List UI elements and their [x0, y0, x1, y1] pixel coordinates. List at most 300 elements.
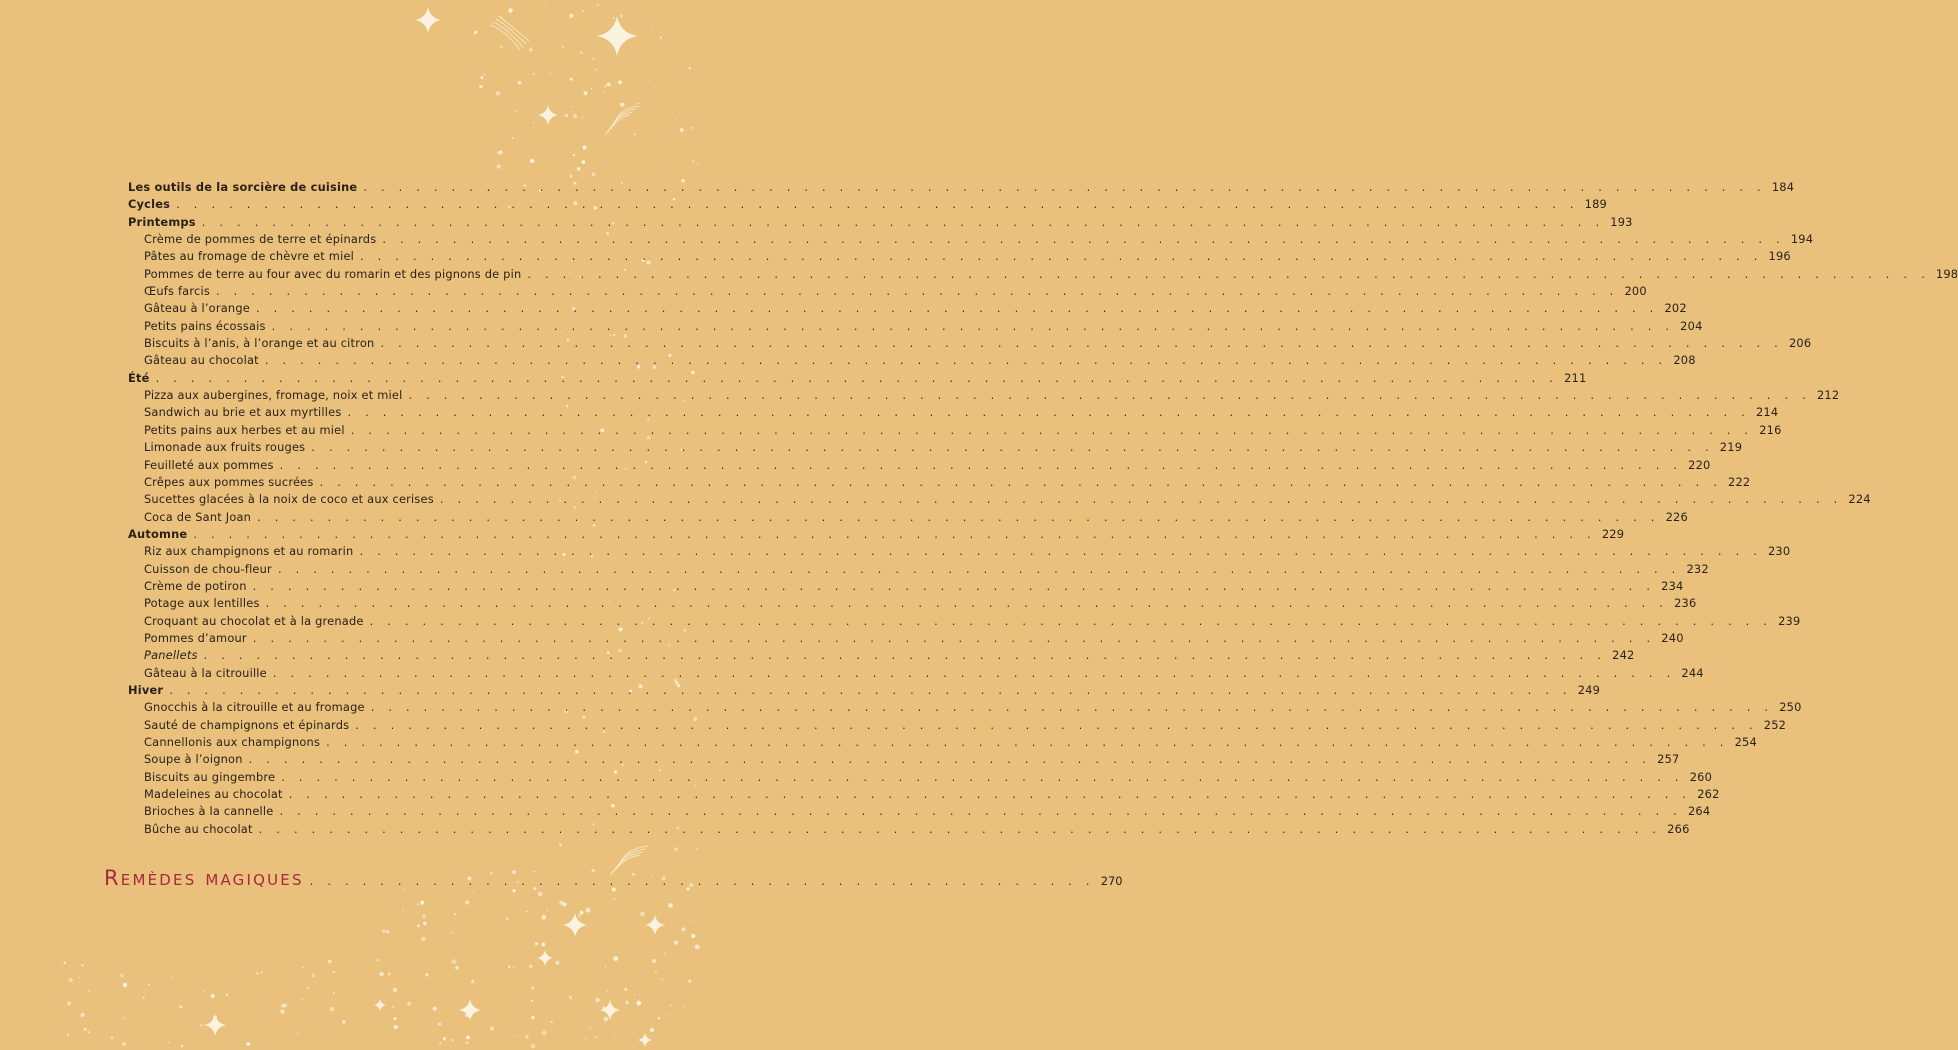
speckle-dot — [614, 1037, 615, 1038]
speckle-dot — [570, 78, 573, 81]
toc-entry-row — [128, 283, 1647, 300]
speckle-dot — [62, 977, 63, 978]
toc-entry-row — [128, 613, 1801, 630]
toc-page-number: 184 — [1771, 180, 1795, 194]
toc-entry-row — [128, 335, 1812, 352]
speckle-dot — [586, 908, 591, 913]
speckle-dot — [499, 150, 502, 153]
toc-entry-row — [128, 509, 1688, 526]
speckle-dot — [87, 1031, 89, 1033]
speckle-dot — [517, 1035, 519, 1037]
toc-entry-row — [128, 474, 1751, 491]
dot-leader: . . . . . . . . . . . . . . . . . . . . . . . . . . . . . . . . . . . . . . . . . . . . . . . . . . . . . . . . . . . . . . . . . . . . . . . . . . . . . . . . — [347, 405, 1750, 420]
toc-page-number: 220 — [1688, 457, 1711, 472]
speckle-dot — [592, 172, 596, 176]
dot-leader: . . . . . . . . . . . . . . . . . . . . . . . . . . . . . . . . . . . . . . . . . . . . . . . . . . . . . . . . . . . . . . . . . . . . . . . . . . . . . . . . — [281, 769, 1684, 784]
toc-page-number: 240 — [1661, 630, 1684, 645]
speckle-dot — [508, 966, 510, 968]
speckle-dot — [393, 988, 397, 992]
toc-entry-title: Pommes d’amour — [144, 630, 247, 645]
speckle-dot — [690, 107, 691, 108]
toc-section-row — [128, 196, 1607, 213]
toc-entry-row — [128, 751, 1680, 768]
toc-entry-row — [128, 734, 1757, 751]
speckle-dot — [407, 1002, 411, 1006]
dot-leader: . . . . . . . . . . . . . . . . . . . . . . . . . . . . . . . . . . . . . . . . . . . . . — [309, 874, 1095, 888]
toc-entry-row — [128, 387, 1840, 404]
toc-entry-row — [128, 404, 1779, 421]
section-remedes-magiques — [104, 866, 1123, 890]
toc-entry-row — [128, 717, 1787, 734]
speckle-dot — [582, 160, 586, 164]
dot-leader: . . . . . . . . . . . . . . . . . . . . . . . . . . . . . . . . . . . . . . . . . . . . . . . . . . . . . . . . . . . . . . . . . . . . . . . . . . . . . . . . — [193, 526, 1596, 541]
toc-entry-title: Sandwich au brie et aux myrtilles — [144, 405, 342, 420]
speckle-dot — [111, 1037, 114, 1040]
dot-leader: . . . . . . . . . . . . . . . . . . . . . . . . . . . . . . . . . . . . . . . . . . . . . . . . . . . . . . . . . . . . . . . . . . . . . . . . . . . . . . . . — [382, 232, 1785, 247]
toc-entry-title: Croquant au chocolat et à la grenade — [144, 613, 364, 628]
toc-entry-row — [128, 595, 1697, 612]
speckle-dot — [650, 1028, 654, 1032]
speckle-dot — [651, 165, 652, 166]
speckle-dot — [330, 1007, 334, 1011]
speckle-dot — [465, 900, 469, 904]
speckle-dot — [421, 937, 425, 941]
dot-leader: . . . . . . . . . . . . . . . . . . . . . . . . . . . . . . . . . . . . . . . . . . . . . . . . . . . . . . . . . . . . . . . . . . . . . . . . . . . . . . . . — [271, 318, 1675, 333]
speckle-dot — [580, 51, 582, 53]
toc-entry-title: Petits pains écossais — [144, 318, 266, 333]
dot-leader: . . . . . . . . . . . . . . . . . . . . . . . . . . . . . . . . . . . . . . . . . . . . . . . . . . . . . . . . . . . . . . . . . . . . . . . . . . . . . . . . — [360, 249, 1763, 264]
speckle-dot — [674, 940, 678, 944]
toc-entry-title: Potage aux lentilles — [144, 596, 260, 611]
toc-entry-row — [128, 491, 1871, 508]
speckle-dot — [690, 921, 691, 922]
speckle-dot — [388, 973, 391, 976]
speckle-dot — [330, 1026, 331, 1027]
speckle-dot — [601, 858, 602, 859]
speckle-dot — [605, 85, 607, 87]
dot-leader: . . . . . . . . . . . . . . . . . . . . . . . . . . . . . . . . . . . . . . . . . . . . . . . . . . . . . . . . . . . . . . . . . . . . . . . . . . . . . . . . — [319, 474, 1723, 489]
speckle-dot — [301, 998, 303, 1000]
speckle-dot — [545, 5, 546, 6]
toc-entry-row — [128, 786, 1720, 803]
shooting-star-trail — [490, 25, 520, 50]
dot-leader: . . . . . . . . . . . . . . . . . . . . . . . . . . . . . . . . . . . . . . . . . . . . . . . . . . . . . . . . . . . . . . . . . . . . . . . . . . . . . . . . — [355, 717, 1758, 732]
speckle-dot — [213, 1016, 217, 1020]
speckle-dot — [614, 898, 616, 900]
toc-page-number: 236 — [1674, 596, 1697, 611]
speckle-dot — [512, 967, 514, 969]
speckle-dot — [604, 92, 605, 93]
speckle-dot — [669, 1013, 670, 1014]
dot-leader: . . . . . . . . . . . . . . . . . . . . . . . . . . . . . . . . . . . . . . . . . . . . . . . . . . . . . . . . . . . . . . . . . . . . . . . . . . . . . . . . — [326, 735, 1729, 749]
toc-page-number: 249 — [1577, 682, 1601, 697]
speckle-dot — [531, 1016, 534, 1019]
shooting-star-trail — [610, 855, 640, 875]
speckle-dot — [612, 887, 616, 891]
speckle-dot — [661, 979, 663, 981]
speckle-dot — [265, 1019, 266, 1020]
speckle-dot — [98, 979, 99, 980]
toc-entry-title: Pizza aux aubergines, fromage, noix et miel — [144, 388, 403, 403]
speckle-dot — [211, 994, 215, 998]
speckle-dot — [423, 922, 427, 926]
speckle-dot — [691, 901, 692, 902]
speckle-dot — [474, 31, 478, 35]
speckle-dot — [688, 980, 691, 983]
toc-section-row — [128, 682, 1601, 699]
speckle-dot — [496, 91, 500, 95]
speckle-dot — [595, 998, 600, 1003]
speckle-dot — [466, 1036, 470, 1040]
speckle-dot — [596, 4, 598, 6]
toc-entry-title: Cannellonis aux champignons — [144, 735, 321, 749]
toc-entry-title: Gâteau au chocolat — [144, 353, 259, 368]
toc-entry-title: Gâteau à l’orange — [144, 301, 250, 316]
dot-leader: . . . . . . . . . . . . . . . . . . . . . . . . . . . . . . . . . . . . . . . . . . . . . . . . . . . . . . . . . . . . . . . . . . . . . . . . . . . . . . . . — [311, 440, 1714, 455]
speckle-dot — [562, 46, 564, 48]
speckle-dot — [515, 110, 517, 112]
toc-page-number: 222 — [1728, 474, 1751, 489]
speckle-dot — [352, 1032, 353, 1033]
speckle-dot — [663, 952, 665, 954]
speckle-dot — [531, 1044, 536, 1049]
toc-page-number: 244 — [1681, 665, 1704, 680]
speckle-dot — [203, 991, 204, 992]
sparkle-star-icon — [459, 999, 481, 1021]
speckle-dot — [538, 892, 543, 897]
speckle-dot — [589, 1026, 591, 1028]
toc-entry-row — [128, 231, 1814, 248]
speckle-dot — [569, 996, 572, 999]
toc-entry-title: Limonade aux fruits rouges — [144, 440, 306, 455]
toc-entry-row — [128, 578, 1684, 595]
speckle-dot — [389, 1036, 390, 1037]
speckle-dot — [680, 128, 684, 132]
speckle-dot — [63, 961, 66, 964]
toc-page-number: 229 — [1601, 526, 1625, 541]
sparkle-star-icon — [374, 999, 386, 1011]
toc-entry-row — [128, 561, 1709, 578]
speckle-dot — [535, 942, 538, 945]
toc-entry-row — [128, 439, 1743, 456]
dot-leader: . . . . . . . . . . . . . . . . . . . . . . . . . . . . . . . . . . . . . . . . . . . . . . . . . . . . . . . . . . . . . . . . . . . . . . . . . . . . . . . . — [169, 682, 1572, 697]
speckle-dot — [620, 103, 624, 107]
speckle-dot — [624, 988, 627, 991]
speckle-dot — [525, 1035, 529, 1039]
dot-leader: . . . . . . . . . . . . . . . . . . . . . . . . . . . . . . . . . . . . . . . . . . . . . . . . . . . . . . . . . . . . . . . . . . . . . . . . . . . . . . . . — [363, 180, 1766, 194]
toc-page-number: 234 — [1661, 578, 1684, 593]
speckle-dot — [425, 973, 428, 976]
speckle-dot — [634, 994, 635, 995]
speckle-dot — [683, 1005, 684, 1006]
speckle-dot — [612, 17, 614, 19]
dot-leader: . . . . . . . . . . . . . . . . . . . . . . . . . . . . . . . . . . . . . . . . . . . . . . . . . . . . . . . . . . . . . . . . . . . . . . . . . . . . . . . . — [279, 457, 1683, 472]
speckle-dot — [123, 983, 127, 987]
toc-entry-title: Biscuits à l’anis, à l’orange et au citron — [144, 336, 375, 351]
speckle-dot — [695, 944, 700, 949]
speckle-dot — [454, 913, 456, 915]
speckle-dot — [577, 167, 580, 170]
toc-entry-title: Cuisson de chou-fleur — [144, 561, 272, 576]
speckle-dot — [143, 997, 145, 999]
dot-leader: . . . . . . . . . . . . . . . . . . . . . . . . . . . . . . . . . . . . . . . . . . . . . . . . . . . . . . . . . . . . . . . . . . . . . . . . . . . . . . . . — [203, 648, 1607, 663]
speckle-dot — [518, 81, 521, 84]
speckle-dot — [578, 914, 581, 917]
speckle-dot — [645, 978, 646, 979]
toc-entry-title: Automne — [128, 526, 188, 541]
speckle-dot — [261, 971, 263, 973]
toc-entry-title: Les outils de la sorcière de cuisine — [128, 180, 358, 194]
speckle-dot — [531, 987, 534, 990]
speckle-dot — [342, 1020, 345, 1023]
speckle-dot — [79, 977, 81, 979]
speckle-dot — [674, 847, 677, 850]
speckle-dot — [551, 1021, 553, 1023]
speckle-dot — [570, 175, 573, 178]
speckle-dot — [573, 114, 577, 118]
toc-entry-title: Crêpes aux pommes sucrées — [144, 474, 314, 489]
toc-page-number: 242 — [1612, 648, 1635, 663]
speckle-dot — [80, 1013, 84, 1017]
toc-entry-title: Panellets — [144, 648, 198, 663]
speckle-dot — [573, 154, 575, 156]
speckle-dot — [380, 972, 384, 976]
dot-leader: . . . . . . . . . . . . . . . . . . . . . . . . . . . . . . . . . . . . . . . . . . . . . . . . . . . . . . . . . . . . . . . . . . . . . . . . . . . . . . . . — [369, 613, 1773, 628]
toc-page-number: 254 — [1734, 735, 1757, 749]
speckle-dot — [565, 114, 568, 117]
dot-leader: . . . . . . . . . . . . . . . . . . . . . . . . . . . . . . . . . . . . . . . . . . . . . . . . . . . . . . . . . . . . . . . . . . . . . . . . . . . . . . . . — [264, 353, 1668, 368]
toc-entry-row — [128, 248, 1791, 265]
speckle-dot — [81, 964, 83, 966]
speckle-dot — [696, 163, 697, 164]
speckle-dot — [303, 967, 304, 968]
speckle-dot — [595, 69, 597, 71]
speckle-dot — [122, 1042, 126, 1046]
toc-page-number: 211 — [1564, 370, 1587, 385]
toc-page-number: 189 — [1584, 197, 1607, 212]
speckle-dot — [625, 1001, 629, 1005]
toc-entry-row — [128, 300, 1687, 317]
toc-section-row — [128, 526, 1625, 543]
speckle-dot — [670, 1005, 672, 1007]
speckle-dot — [555, 961, 559, 965]
toc-section-row — [128, 370, 1587, 387]
toc-page-number: 198 — [1935, 266, 1958, 281]
speckle-dot — [603, 1017, 608, 1022]
speckle-dot — [605, 966, 606, 967]
speckle-dot — [602, 1006, 605, 1009]
toc-page-number: 230 — [1767, 544, 1791, 559]
speckle-dot — [640, 911, 645, 916]
dot-leader: . . . . . . . . . . . . . . . . . . . . . . . . . . . . . . . . . . . . . . . . . . . . . . . . . . . . . . . . . . . . . . . . . . . . . . . . . . . . . . . . — [265, 596, 1669, 611]
toc-entry-title: Œufs farcis — [144, 284, 210, 299]
speckle-dot — [691, 934, 695, 938]
speckle-dot — [654, 86, 655, 87]
speckle-dot — [333, 971, 335, 973]
dot-leader: . . . . . . . . . . . . . . . . . . . . . . . . . . . . . . . . . . . . . . . . . . . . . . . . . . . . . . . . . . . . . . . . . . . . . . . . . . . . . . . . — [370, 700, 1774, 715]
speckle-dot — [596, 1036, 598, 1038]
toc-page-number: 212 — [1816, 388, 1840, 403]
speckle-dot — [433, 1007, 437, 1011]
speckle-dot — [607, 82, 611, 86]
speckle-dot — [284, 1004, 287, 1007]
speckle-dot — [526, 910, 528, 912]
speckle-dot — [393, 1017, 396, 1020]
section-title: Remèdes magiques — [104, 866, 304, 890]
speckle-dot — [660, 36, 662, 38]
dot-leader: . . . . . . . . . . . . . . . . . . . . . . . . . . . . . . . . . . . . . . . . . . . . . . . . . . . . . . . . . . . . . . . . . . . . . . . . . . . . . . . . — [252, 578, 1656, 593]
speckle-dot — [658, 1017, 661, 1020]
speckle-dot — [592, 57, 594, 59]
speckle-dot — [530, 159, 534, 163]
sparkle-star-icon — [563, 913, 587, 937]
section-page-number: 270 — [1100, 874, 1123, 888]
dot-leader: . . . . . . . . . . . . . . . . . . . . . . . . . . . . . . . . . . . . . . . . . . . . . . . . . . . . . . . . . . . . . . . . . . . . . . . . . . . . . . . . — [527, 266, 1930, 281]
speckle-dot — [471, 980, 474, 983]
speckle-dot — [500, 46, 503, 49]
speckle-dot — [465, 1013, 469, 1017]
speckle-dot — [693, 953, 694, 954]
speckle-dot — [484, 74, 486, 76]
speckle-dot — [692, 160, 694, 162]
speckle-dot — [688, 67, 691, 70]
speckle-dot — [542, 1030, 547, 1035]
speckle-dot — [638, 102, 640, 104]
speckle-dot — [682, 927, 686, 931]
speckle-dot — [328, 960, 332, 964]
toc-entry-title: Coca de Sant Joan — [144, 509, 252, 524]
toc-entry-row — [128, 769, 1713, 786]
speckle-dot — [532, 73, 534, 75]
speckle-dot — [67, 1034, 69, 1036]
toc-page-number: 232 — [1686, 561, 1709, 576]
speckle-dot — [417, 903, 419, 905]
dot-leader: . . . . . . . . . . . . . . . . . . . . . . . . . . . . . . . . . . . . . . . . . . . . . . . . . . . . . . . . . . . . . . . . . . . . . . . . . . . . . . . . — [359, 544, 1762, 559]
toc-page-number: 260 — [1689, 769, 1713, 784]
speckle-dot — [168, 1042, 170, 1044]
toc-entry-title: Feuilleté aux pommes — [144, 457, 274, 472]
dot-leader: . . . . . . . . . . . . . . . . . . . . . . . . . . . . . . . . . . . . . . . . . . . . . . . . . . . . . . . . . . . . . . . . . . . . . . . . . . . . . . . . — [258, 821, 1662, 836]
sparkle-star-icon — [597, 16, 637, 56]
speckle-dot — [280, 1009, 284, 1013]
speckle-dot — [585, 1038, 586, 1039]
dot-leader: . . . . . . . . . . . . . . . . . . . . . . . . . . . . . . . . . . . . . . . . . . . . . . . . . . . . . . . . . . . . . . . . . . . . . . . . . . . . . . . . — [176, 197, 1579, 212]
toc-page-number: 252 — [1763, 717, 1787, 732]
speckle-dot — [458, 1005, 459, 1006]
toc-entry-row — [128, 647, 1635, 664]
speckle-dot — [226, 986, 227, 987]
speckle-dot — [541, 942, 545, 946]
dot-leader: . . . . . . . . . . . . . . . . . . . . . . . . . . . . . . . . . . . . . . . . . . . . . . . . . . . . . . . . . . . . . . . . . . . . . . . . . . . . . . . . — [408, 388, 1811, 403]
toc-entry-row — [128, 630, 1684, 647]
speckle-dot — [333, 992, 335, 994]
toc-entry-row — [128, 266, 1958, 283]
speckle-dot — [675, 119, 676, 120]
toc-page-number: 250 — [1779, 700, 1802, 715]
speckle-dot — [563, 903, 567, 907]
speckle-dot — [466, 1042, 469, 1045]
toc-page-number: 204 — [1680, 318, 1703, 333]
speckle-dot — [376, 959, 379, 962]
toc-entry-title: Crème de potiron — [144, 578, 247, 593]
sparkle-star-icon — [538, 105, 558, 125]
speckle-dot — [658, 170, 659, 171]
toc-page-number: 194 — [1790, 232, 1814, 247]
toc-entry-title: Madeleines au chocolat — [144, 787, 283, 802]
speckle-dot — [422, 915, 426, 919]
dot-leader: . . . . . . . . . . . . . . . . . . . . . . . . . . . . . . . . . . . . . . . . . . . . . . . . . . . . . . . . . . . . . . . . . . . . . . . . . . . . . . . . — [201, 214, 1605, 229]
speckle-dot — [84, 1028, 87, 1031]
speckle-dot — [690, 127, 692, 129]
speckle-dot — [655, 971, 657, 973]
toc-page-number: 214 — [1755, 405, 1779, 420]
toc-entry-row — [128, 665, 1704, 682]
toc-entry-title: Pommes de terre au four avec du romarin et des pignons de pin — [144, 266, 522, 281]
speckle-dot — [246, 1042, 250, 1046]
toc-page-number: 200 — [1624, 284, 1647, 299]
speckle-dot — [696, 848, 698, 850]
sparkle-star-icon — [638, 1033, 652, 1047]
toc-entry-row — [128, 422, 1782, 439]
toc-entry-title: Brioches à la cannelle — [144, 804, 274, 819]
toc-entry-title: Crème de pommes de terre et épinards — [144, 232, 377, 247]
speckle-dot — [382, 929, 386, 933]
speckle-dot — [546, 910, 547, 911]
sparkle-star-icon — [415, 7, 441, 33]
speckle-dot — [529, 48, 533, 52]
speckle-dot — [531, 999, 533, 1001]
speckle-dot — [497, 164, 501, 168]
speckle-dot — [439, 1042, 441, 1044]
speckle-dot — [613, 956, 618, 961]
speckle-dot — [455, 966, 459, 970]
speckle-dot — [297, 1033, 298, 1034]
dot-leader: . . . . . . . . . . . . . . . . . . . . . . . . . . . . . . . . . . . . . . . . . . . . . . . . . . . . . . . . . . . . . . . . . . . . . . . . . . . . . . . . — [350, 422, 1754, 437]
speckle-dot — [542, 915, 547, 920]
dot-leader: . . . . . . . . . . . . . . . . . . . . . . . . . . . . . . . . . . . . . . . . . . . . . . . . . . . . . . . . . . . . . . . . . . . . . . . . . . . . . . . . — [288, 787, 1692, 802]
speckle-dot — [637, 1001, 642, 1006]
toc-page-number: 264 — [1687, 804, 1711, 819]
toc-page-number: 226 — [1665, 509, 1688, 524]
toc-page-number: 216 — [1759, 422, 1782, 437]
toc-entry-title: Bûche au chocolat — [144, 821, 253, 836]
speckle-dot — [508, 7, 509, 8]
speckle-dot — [571, 106, 572, 107]
shooting-star-trail — [493, 22, 523, 47]
speckle-dot — [429, 977, 430, 978]
speckle-dot — [591, 88, 592, 89]
toc-entry-title: Sucettes glacées à la noix de coco et aux cerises — [144, 492, 434, 507]
speckle-dot — [579, 87, 580, 88]
toc-entry-title: Biscuits au gingembre — [144, 769, 276, 784]
toc-entry-title: Hiver — [128, 682, 164, 697]
speckle-dot — [438, 1022, 441, 1025]
speckle-dot — [200, 1024, 202, 1026]
speckle-dot — [392, 1005, 394, 1007]
toc-page-number: 206 — [1788, 336, 1812, 351]
speckle-dot — [123, 1017, 125, 1019]
speckle-dot — [256, 972, 259, 975]
toc-section-row — [128, 214, 1633, 231]
toc-section-row — [128, 179, 1795, 196]
speckle-dot — [620, 15, 623, 18]
toc-entry-title: Printemps — [128, 214, 196, 229]
speckle-dot — [533, 122, 534, 123]
dot-leader: . . . . . . . . . . . . . . . . . . . . . . . . . . . . . . . . . . . . . . . . . . . . . . . . . . . . . . . . . . . . . . . . . . . . . . . . . . . . . . . . — [277, 561, 1681, 576]
toc-entry-row — [128, 457, 1711, 474]
toc-page-number: 266 — [1667, 821, 1690, 836]
speckle-dot — [452, 1039, 454, 1041]
